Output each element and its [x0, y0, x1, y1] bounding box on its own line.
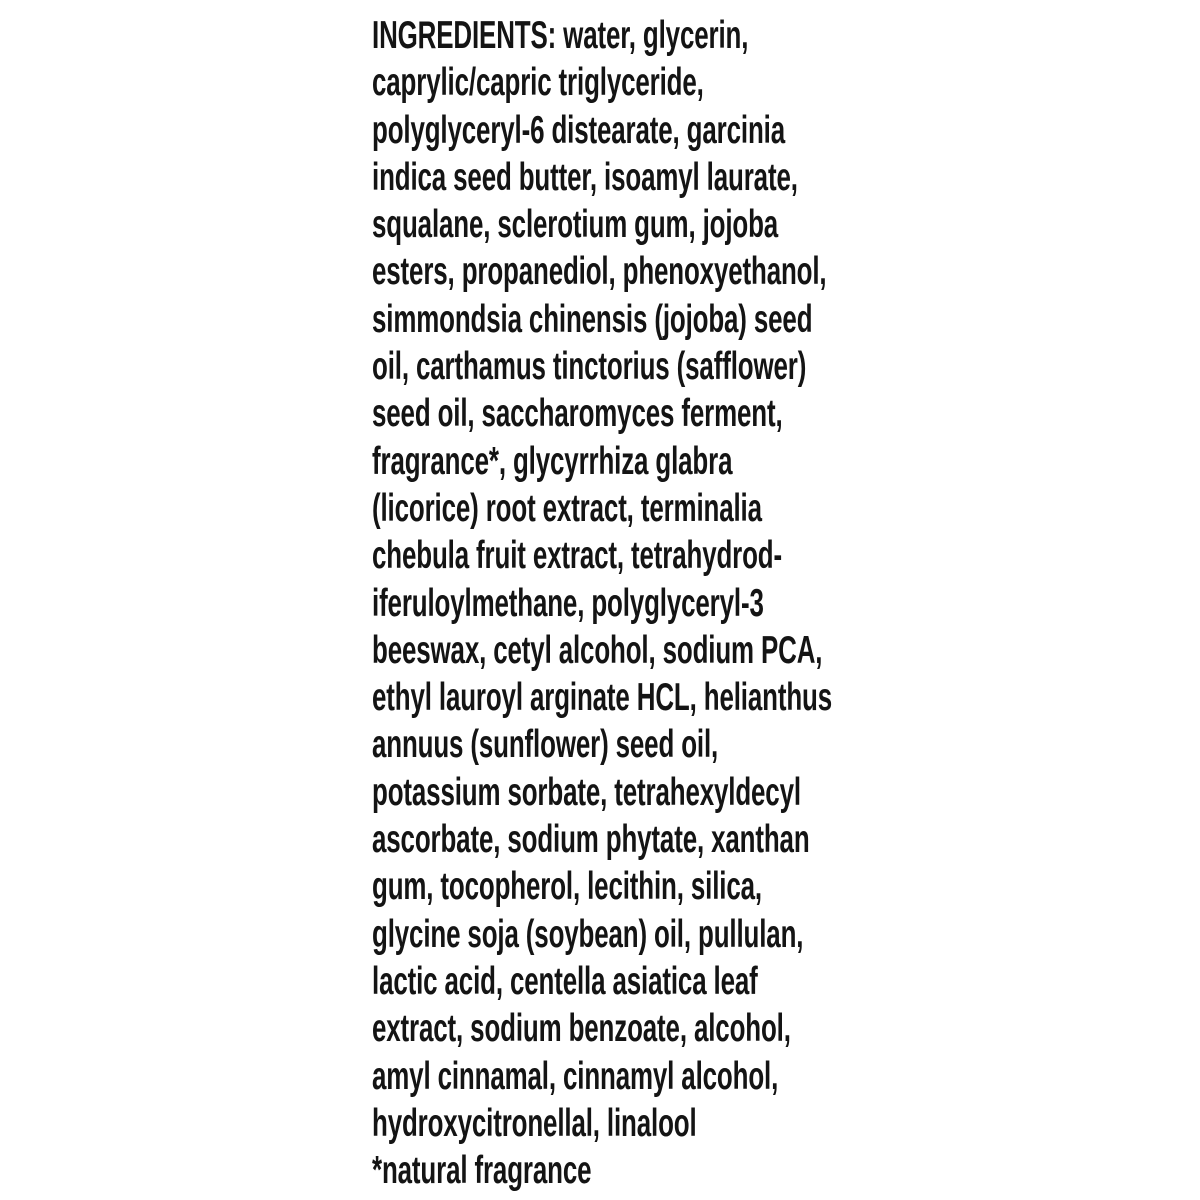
ingredients-line: hydroxycitronellal, linalool [372, 1101, 697, 1145]
ingredients-line: beeswax, cetyl alcohol, sodium PCA, [372, 628, 823, 672]
ingredients-line: glycine soja (soybean) oil, pullulan, [372, 912, 804, 956]
ingredients-line: esters, propanediol, phenoxyethanol, [372, 250, 827, 294]
ingredients-line: oil, carthamus tinctorius (safflower) [372, 345, 807, 389]
ingredients-line [372, 12, 832, 59]
ingredients-line: lactic acid, centella asiatica leaf [372, 959, 758, 1003]
ingredients-heading: INGREDIENTS: [372, 14, 557, 57]
ingredients-line: squalane, sclerotium gum, jojoba [372, 203, 779, 247]
ingredients-line: seed oil, saccharomyces ferment, [372, 392, 783, 436]
ingredients-line: potassium sorbate, tetrahexyldecyl [372, 770, 801, 814]
ingredients-label [372, 12, 1064, 1194]
ingredients-line: polyglyceryl-6 distearate, garcinia [372, 108, 785, 152]
ingredients-line: ethyl lauroyl arginate HCL, helianthus [372, 676, 832, 720]
ingredients-line: gum, tocopherol, lecithin, silica, [372, 865, 762, 909]
ingredients-line: simmondsia chinensis (jojoba) seed [372, 297, 813, 341]
ingredients-line: amyl cinnamal, cinnamyl alcohol, [372, 1054, 779, 1098]
ingredients-text: water, glycerin, [556, 14, 749, 57]
ingredients-line: (licorice) root extract, terminalia [372, 486, 762, 530]
footnote: *natural fragrance [372, 1149, 592, 1193]
ingredients-line: extract, sodium benzoate, alcohol, [372, 1007, 791, 1051]
ingredients-line: iferuloylmethane, polyglyceryl-3 [372, 581, 764, 625]
ingredients-line: fragrance*, glycyrrhiza glabra [372, 439, 733, 483]
ingredients-line: chebula fruit extract, tetrahydrod- [372, 534, 783, 578]
ingredients-line: indica seed butter, isoamyl laurate, [372, 155, 798, 199]
ingredients-line: caprylic/capric triglyceride, [372, 61, 704, 105]
ingredients-line: ascorbate, sodium phytate, xanthan [372, 818, 810, 862]
ingredients-line: annuus (sunflower) seed oil, [372, 723, 719, 767]
